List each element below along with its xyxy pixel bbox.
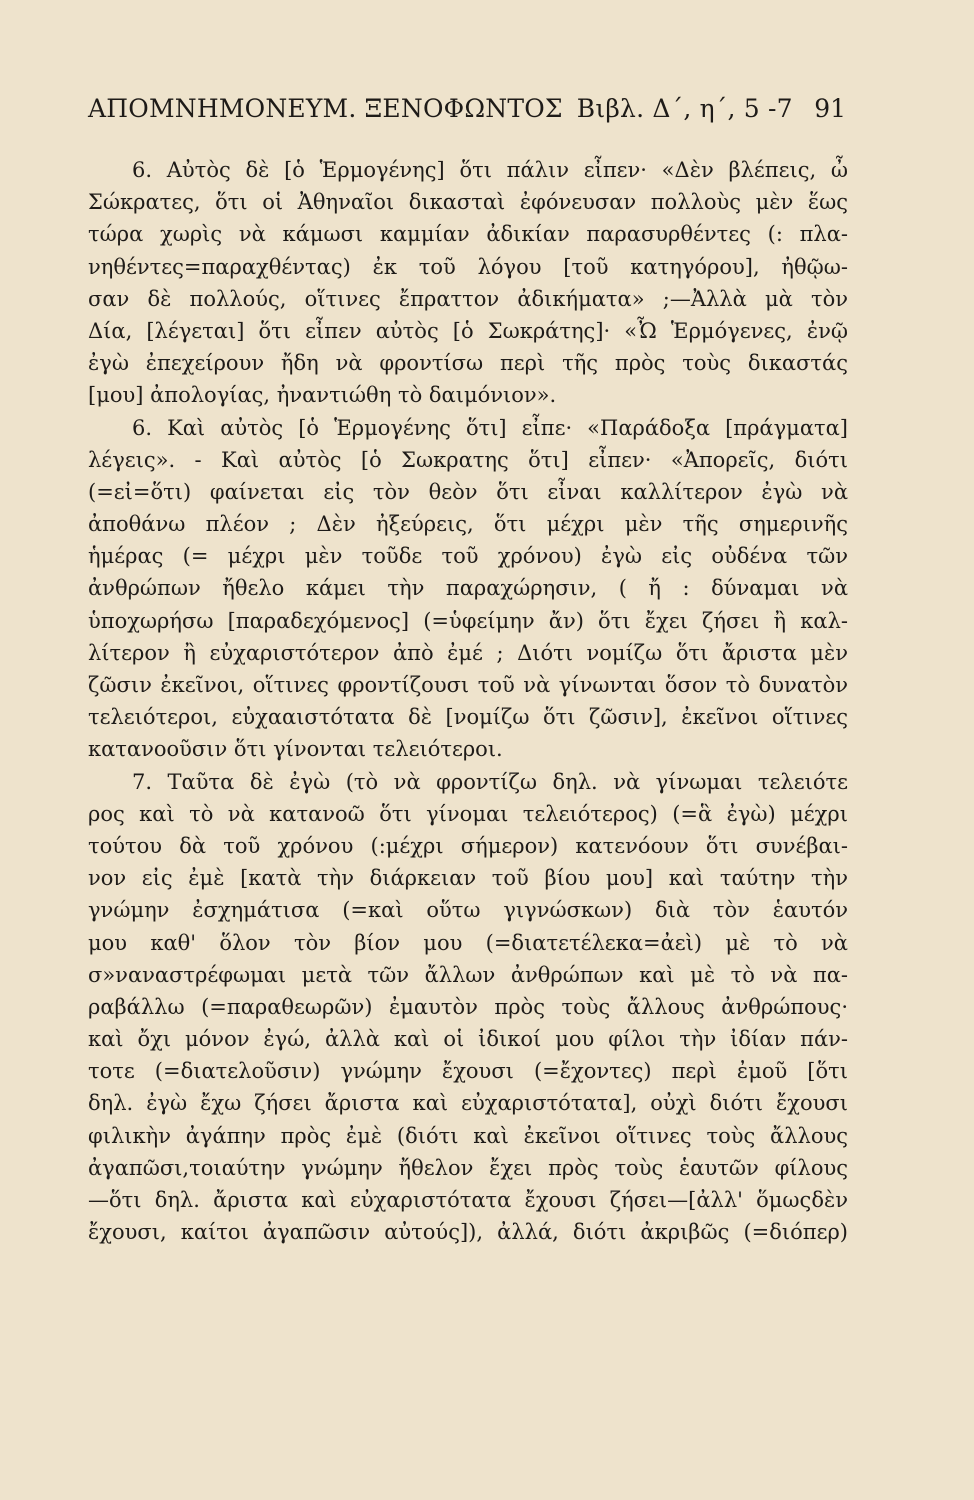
- text-line: κατανοοῦσιν ὅτι γίνονται τελειότεροι.: [88, 737, 503, 762]
- text-line: τούτου δὰ τοῦ χρόνου (:μέχρι σήμερον) κατενόουν ὅτι συνέβαι-: [88, 833, 848, 858]
- text-line: ἡμέρας (= μέχρι μὲν τοῦδε τοῦ χρόνου) ἐγὼ εἰς οὐδένα τῶν: [88, 544, 848, 569]
- page-number: 91: [814, 94, 846, 123]
- text-line: τώρα χωρὶς νὰ κάμωσι καμμίαν ἀδικίαν παρασυρθέντες (: πλα-: [88, 222, 848, 247]
- text-line: τοτε (=διατελοῦσιν) γνώμην ἔχουσι (=ἔχοντες) περὶ ἐμοῦ [ὅτι: [88, 1059, 848, 1084]
- header-reference: Βιβλ. Δ΄, η΄, 5 -7: [576, 94, 793, 123]
- text-line: ζῶσιν ἐκεῖνοι, οἵτινες φροντίζουσι τοῦ νὰ γίνωνται ὅσον τὸ δυνατὸν: [88, 673, 848, 697]
- text-line: ραβάλλω (=παραθεωρῶν) ἐμαυτὸν πρὸς τοὺς ἄλλους ἀνθρώπους·: [88, 994, 848, 1019]
- text-line: σ»ναναστρέφωμαι μετὰ τῶν ἄλλων ἀνθρώπων καὶ μὲ τὸ νὰ πα-: [88, 962, 848, 987]
- header-title: ΑΠΟΜΝΗΜΟΝΕΥΜ. ΞΕΝΟΦΩΝΤΟΣ: [88, 94, 563, 123]
- text-line: ρος καὶ τὸ νὰ κατανοῶ ὅτι γίνομαι τελειότερος) (=ἃ ἐγὼ) μέχρι: [88, 801, 848, 826]
- text-line: φιλικὴν ἀγάπην πρὸς ἐμὲ (διότι καὶ ἐκεῖνοι οἵτινες τοὺς ἄλλους: [88, 1123, 848, 1148]
- text-line: καὶ ὄχι μόνον ἐγώ, ἀλλὰ καὶ οἱ ἰδικοί μου φίλοι τὴν ἰδίαν πάν-: [88, 1027, 848, 1052]
- text-line: νον εἰς ἐμὲ [κατὰ τὴν διάρκειαν τοῦ βίου μου] καὶ ταύτην τὴν: [88, 866, 848, 891]
- running-header: [88, 94, 846, 134]
- text-line: 7. Ταῦτα δὲ ἐγὼ (τὸ νὰ φροντίζω δηλ. νὰ γίνωμαι τελειότε: [132, 769, 848, 794]
- text-line: τελειότεροι, εὐχααιστότατα δὲ [νομίζω ὅτι ζῶσιν], ἐκεῖνοι οἵτινες: [88, 705, 848, 730]
- text-line: μου καθ' ὅλον τὸν βίον μου (=διατετέλεκα=ἀεὶ) μὲ τὸ νὰ: [88, 930, 848, 955]
- text-line: λίτερον ἢ εὐχαριστότερον ἀπὸ ἐμέ ; Διότι νομίζω ὅτι ἄριστα μὲν: [88, 640, 848, 665]
- body-text: [88, 154, 848, 1248]
- text-line: (=εἰ=ὅτι) φαίνεται εἰς τὸν θεὸν ὅτι εἶναι καλλίτερον ἐγὼ νὰ: [88, 479, 848, 504]
- text-line: σαν δὲ πολλούς, οἵτινες ἔπραττον ἀδικήματα» ;—Ἀλλὰ μὰ τὸν: [88, 286, 848, 311]
- header-title-group: [88, 94, 793, 123]
- text-line: ἀγαπῶσι,τοιαύτην γνώμην ἤθελον ἔχει πρὸς τοὺς ἑαυτῶν φίλους: [88, 1155, 848, 1180]
- text-line: [μου] ἀπολογίας, ἠναντιώθη τὸ δαιμόνιον».: [88, 383, 557, 408]
- text-line: ἐγὼ ἐπεχείρουν ἤδη νὰ φροντίσω περὶ τῆς πρὸς τοὺς δικαστάς: [88, 351, 848, 376]
- text-line: Δία, [λέγεται] ὅτι εἶπεν αὐτὸς [ὁ Σωκράτης]· «Ὦ Ἑρμόγενες, ἐνῷ: [88, 318, 848, 343]
- text-line: ἔχουσι, καίτοι ἀγαπῶσιν αὐτούς]), ἀλλά, διότι ἀκριβῶς (=διόπερ): [88, 1220, 848, 1245]
- text-line: ἀποθάνω πλέον ; Δὲν ἠξεύρεις, ὅτι μέχρι μὲν τῆς σημερινῆς: [88, 512, 848, 537]
- text-line: δηλ. ἐγὼ ἔχω ζήσει ἄριστα καὶ εὐχαριστότατα], οὐχὶ διότι ἔχουσι: [88, 1091, 848, 1116]
- text-line: ὑποχωρήσω [παραδεχόμενος] (=ὑφείμην ἄν) ὅτι ἔχει ζήσει ἢ καλ-: [88, 608, 848, 633]
- text-line: γνώμην ἐσχημάτισα (=καὶ οὕτω γιγνώσκων) διὰ τὸν ἑαυτόν: [88, 898, 848, 923]
- text-line: νηθέντες=παραχθέντας) ἐκ τοῦ λόγου [τοῦ κατηγόρου], ἠθῷω-: [88, 254, 848, 279]
- text-line: —ὅτι δηλ. ἄριστα καὶ εὐχαριστότατα ἔχουσι ζήσει—[ἀλλ' ὅμωςδὲν: [88, 1188, 848, 1212]
- text-line: 6. Αὐτὸς δὲ [ὁ Ἑρμογένης] ὅτι πάλιν εἶπεν· «Δὲν βλέπεις, ὦ: [132, 158, 848, 182]
- text-line: λέγεις». - Καὶ αὐτὸς [ὁ Σωκρατης ὅτι] εἶπεν· «Ἀπορεῖς, διότι: [88, 447, 848, 472]
- text-line: 6. Καὶ αὐτὸς [ὁ Ἑρμογένης ὅτι] εἶπε· «Παράδοξα [πράγματα]: [132, 415, 848, 440]
- text-line: ἀνθρώπων ἤθελο κάμει τὴν παραχώρησιν, ( ἤ : δύναμαι νὰ: [88, 576, 848, 601]
- text-line: Σώκρατες, ὅτι οἱ Ἀθηναῖοι δικασταὶ ἐφόνευσαν πολλοὺς μὲν ἕως: [88, 190, 848, 215]
